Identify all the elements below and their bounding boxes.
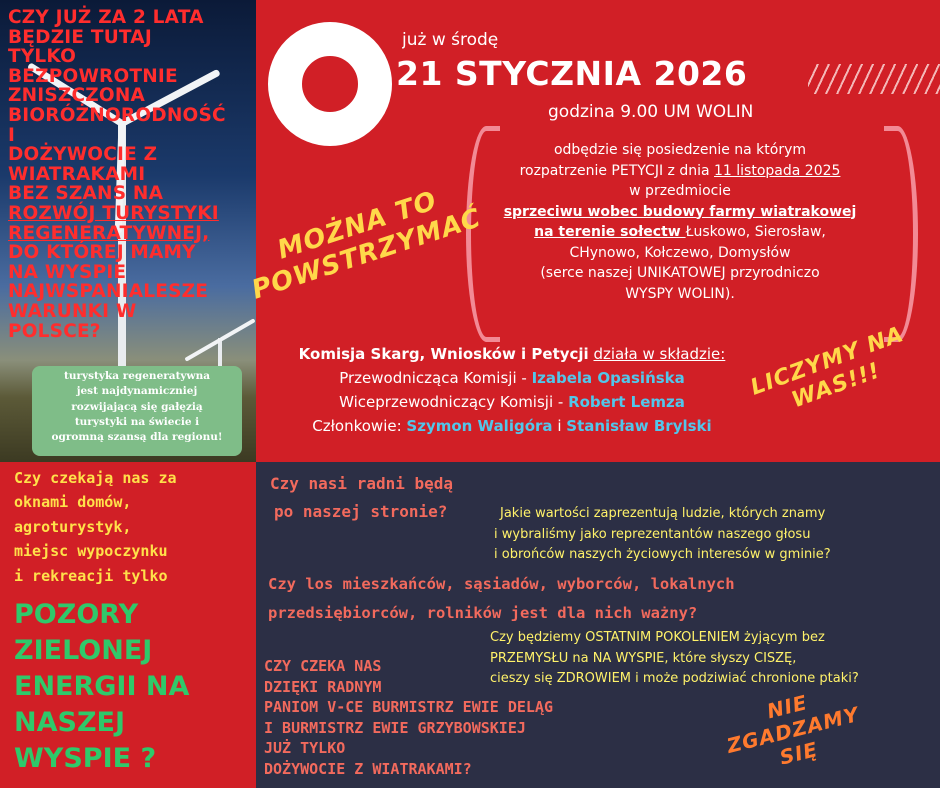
question-line: agroturystyk, [14, 517, 132, 536]
question-line: miejsc wypoczynku [14, 542, 168, 561]
committee-chair-line [262, 366, 762, 390]
petition-line: (serce naszej UNIKATOWEJ przyrodniczo [540, 265, 820, 281]
note-line: turystyki na świecie i [74, 415, 200, 428]
final-line: I BURMISTRZ EWIE GRZYBOWSKIEJ [264, 718, 526, 737]
values-line: Jakie wartości zaprezentują ludzie, których znamy [500, 506, 826, 521]
headline-question [8, 8, 254, 341]
question-line: przedsiębiorców, rolników jest dla nich ważny? [268, 604, 698, 622]
petition-subject-area: na terenie sołectw [534, 224, 686, 240]
green-line: ZIELONEJ [14, 635, 153, 666]
wind-farm-photo-panel [0, 0, 256, 462]
generation-question [490, 628, 940, 690]
councilors-question [270, 470, 453, 526]
regenerative-tourism-note [32, 366, 242, 456]
question-line: po naszej stronie? [274, 502, 448, 521]
headline-line: NA WYSPIE [8, 261, 127, 283]
headline-line: I [8, 124, 16, 146]
committee-title: Komisja Skarg, Wniosków i Petycji [298, 345, 589, 363]
generation-line: Czy będziemy OSTATNIM POKOLENIEM żyjącym bez [490, 630, 825, 645]
slogan-stop: MOŻNA TO POWSTRZYMAĆ [248, 185, 486, 306]
green-line: POZORY [14, 599, 139, 630]
petition-subject: sprzeciwu wobec budowy farmy wiatrakowej [503, 203, 857, 220]
values-line: i wybraliśmy jako reprezentantów naszego głosu [494, 526, 811, 542]
committee-section [262, 342, 762, 438]
petition-line: WYSPY WOLIN). [625, 285, 735, 302]
headline-line: POLSCE? [8, 320, 101, 342]
headline-line: NAJWSPANIALESZE [8, 281, 209, 303]
member-name: Stanisław Brylski [566, 417, 712, 435]
final-line: DOŻYWOCIE Z WIATRAKAMI? [264, 759, 472, 778]
slogan-disagree: NIE ZGADZAMY SIĘ [724, 690, 862, 770]
petition-villages: Łuskowo, Sierosław, [685, 224, 826, 240]
note-line: jest najdynamiczniej [76, 385, 198, 398]
headline-line: DO KTÓREJ MAMY [8, 242, 196, 264]
bottom-right-panel [256, 462, 940, 788]
headline-line: BIORÓŻNORODNOŚĆ [8, 104, 226, 126]
headline-line: ZNISZCZONA [8, 85, 146, 107]
members-and: i [552, 417, 567, 435]
bottom-left-question [14, 466, 254, 588]
petition-text [470, 140, 890, 304]
vice-label: Wiceprzewodniczący Komisji - [339, 393, 569, 411]
headline-line: WARUNKI W [8, 300, 137, 322]
turbine-blade [184, 338, 221, 361]
green-line: NASZEJ [14, 707, 126, 738]
slogan-count-on: LICZYMY NA WAS!!! [747, 322, 908, 414]
headline-line: BEZ SZANS NA [8, 183, 164, 205]
headline-line: ROZWÓJ TURYSTYKI [8, 202, 219, 224]
generation-line: PRZEMYSŁU na NA WYSPIE, które słyszy CISZĘ, [490, 650, 797, 666]
question-line: i rekreacji tylko [14, 566, 168, 585]
event-date: 21 STYCZNIA 2026 [396, 54, 748, 93]
chair-name: Izabela Opasińska [531, 369, 685, 387]
vice-name: Robert Lemza [568, 393, 685, 411]
residents-question [268, 570, 735, 628]
question-line: oknami domów, [14, 493, 132, 512]
petition-line: w przedmiocie [629, 183, 731, 199]
green-line: WYSPIE ? [14, 743, 157, 774]
note-line: ogromną szansą dla regionu! [51, 431, 223, 444]
headline-line: CZY JUŻ ZA 2 LATA [8, 7, 204, 28]
question-line: Czy czekają nas za [14, 469, 177, 487]
petition-date: 11 listopada 2025 [714, 162, 841, 179]
headline-line: BĘDZIE TUTAJ [8, 26, 152, 48]
bottom-left-panel [0, 462, 256, 788]
headline-line: TYLKO [8, 46, 77, 68]
petition-line: odbędzie się posiedzenie na którym [553, 142, 807, 158]
final-line: JUŻ TYLKO [264, 739, 346, 757]
headline-line: BEZPOWROTNIE [8, 65, 178, 87]
petition-line [470, 161, 890, 182]
values-question [494, 504, 940, 566]
committee-members-line [262, 414, 762, 438]
event-time: godzina 9.00 UM WOLIN [548, 102, 754, 122]
chair-label: Przewodnicząca Komisji - [339, 369, 532, 387]
question-line: Czy nasi radni będą [270, 474, 454, 493]
final-line: CZY CZEKA NAS [264, 657, 382, 675]
petition-line: CHynowo, Kołczewo, Domysłów [569, 244, 791, 261]
note-line: turystyka regeneratywna [63, 370, 211, 382]
petition-line [470, 222, 890, 243]
headline-line: WIATRAKAMI [8, 163, 146, 185]
pre-date-text: już w środę [402, 30, 499, 50]
committee-title-line [262, 342, 762, 366]
committee-vice-line [262, 390, 762, 414]
final-question [264, 656, 553, 779]
final-line: PANIOM V-CE BURMISTRZ EWIE DELĄG [264, 698, 553, 716]
committee-title-suffix: działa w składzie: [593, 345, 726, 363]
green-energy-headline [14, 597, 254, 777]
question-line: Czy los mieszkańców, sąsiadów, wyborców, lokalnych [268, 575, 735, 593]
member-name: Szymon Waligóra [406, 417, 553, 435]
headline-line: DOŻYWOCIE Z [8, 144, 158, 166]
note-line: rozwijającą się gałęzią [71, 400, 203, 413]
members-label: Członkowie: [312, 417, 407, 435]
ring-logo [268, 22, 392, 146]
decorative-hatch [808, 64, 940, 94]
green-line: ENERGII NA [14, 671, 190, 702]
values-line: i obrońców naszych życiowych interesów w gminie? [494, 547, 831, 562]
headline-line: REGENERATYWNEJ, [8, 222, 210, 244]
final-line: DZIĘKI RADNYM [264, 677, 382, 696]
generation-line: cieszy się ZDROWIEM i może podziwiać chronione ptaki? [490, 671, 859, 686]
petition-text-part: rozpatrzenie PETYCJI z dnia [519, 162, 715, 179]
